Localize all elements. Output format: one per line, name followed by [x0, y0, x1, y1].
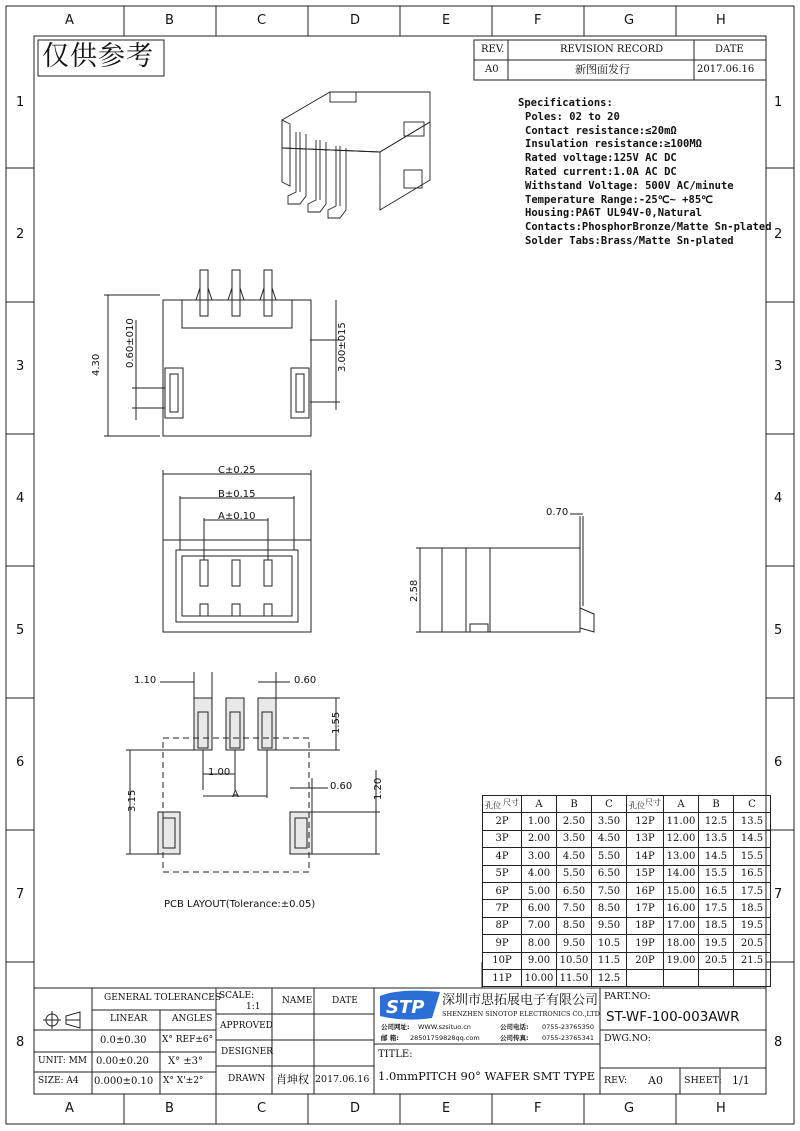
table-cell: 18.5 [734, 900, 771, 917]
table-cell: 15P [627, 865, 664, 882]
rev-value: A0 [485, 64, 499, 75]
row-label-5: 5 [16, 623, 25, 638]
table-cell: 18.00 [664, 935, 699, 952]
rev-header: REV. [481, 44, 505, 55]
table-cell: 11.50 [557, 969, 592, 986]
col-label-b: B [165, 1101, 174, 1116]
table-cell: 20.5 [734, 935, 771, 952]
revision-date: 2017.06.16 [697, 64, 755, 75]
table-cell: 10.50 [557, 952, 592, 969]
col-label-a: A [65, 13, 74, 28]
table-cell: 7.00 [522, 917, 557, 934]
table-cell: 2.00 [522, 830, 557, 847]
reference-only-stamp: 仅供参考 [42, 41, 154, 72]
table-cell: 16.5 [699, 882, 734, 899]
table-cell [664, 969, 699, 986]
part-number-label: PART.NO: [604, 991, 651, 1002]
table-cell: 8.50 [592, 900, 627, 917]
table-cell: 15.5 [734, 848, 771, 865]
table-cell: 11.00 [664, 813, 699, 830]
table-cell: 12P [627, 813, 664, 830]
table-cell: 3.50 [592, 813, 627, 830]
row-label-7: 7 [16, 887, 25, 902]
col-label-g: G [624, 1101, 635, 1116]
specifications [518, 97, 772, 249]
table-row [483, 848, 771, 865]
angle-tolerance-1: X° REF±6° [162, 1035, 214, 1045]
table-cell: 4P [483, 848, 522, 865]
table-cell: 14.5 [699, 848, 734, 865]
designer-label: DESIGNER [221, 1047, 273, 1057]
table-cell: 12.00 [664, 830, 699, 847]
col-label-h: H [716, 1101, 726, 1116]
table-cell: 19P [627, 935, 664, 952]
drawn-date: 2017.06.16 [315, 1074, 370, 1085]
company-logo [380, 991, 440, 1020]
table-cell: 15.5 [699, 865, 734, 882]
table-row [483, 882, 771, 899]
table-cell: 19.5 [699, 935, 734, 952]
table-cell: 12.5 [592, 969, 627, 986]
dim-1-00: 1.00 [208, 767, 231, 778]
drawn-by-name: 肖坤权 [276, 1073, 309, 1086]
sheet-value: 1/1 [732, 1074, 750, 1087]
row-label-8: 8 [774, 1035, 783, 1050]
scale-label: SCALE: [219, 991, 255, 1001]
pcb-layout [126, 672, 380, 872]
row-label-3: 3 [16, 359, 25, 374]
table-cell: 8.50 [557, 917, 592, 934]
table-cell: 14.5 [734, 830, 771, 847]
table-cell: 2.50 [557, 813, 592, 830]
table-header-row [483, 796, 771, 813]
table-cell: 16P [627, 882, 664, 899]
table-cell: 6.00 [522, 900, 557, 917]
spec-poles: Poles: 02 to 20 [525, 110, 620, 123]
table-cell: 17.5 [734, 882, 771, 899]
table-cell: 17P [627, 900, 664, 917]
table-cell: 19.5 [734, 917, 771, 934]
table-cell: 13.00 [664, 848, 699, 865]
table-cell: 5P [483, 865, 522, 882]
table-cell: 10P [483, 952, 522, 969]
name-column-header: NAME [282, 996, 313, 1006]
spec-rated-current: Rated current:1.0A AC DC [525, 165, 677, 178]
spec-title: Specifications: [518, 97, 613, 109]
table-cell: 11.5 [592, 952, 627, 969]
size-label: SIZE: A4 [38, 1076, 79, 1086]
row-label-6: 6 [16, 755, 25, 770]
spec-withstand-voltage: Withstand Voltage: 500V AC/minute [525, 179, 734, 192]
table-cell: 12.5 [699, 813, 734, 830]
col-label-h: H [716, 13, 726, 28]
col-label-d: D [350, 13, 361, 28]
revision-record-header: REVISION RECORD [560, 44, 664, 55]
table-header-b: B [699, 796, 734, 813]
col-label-c: C [257, 13, 267, 28]
table-header-a: A [664, 796, 699, 813]
table-header-c: C [592, 796, 627, 813]
table-header-corner: 尺寸 孔位 [483, 796, 522, 813]
spec-temperature-range: Temperature Range:-25℃~ +85℃ [525, 193, 713, 206]
table-cell: 13P [627, 830, 664, 847]
dim-2-58: 2.58 [409, 579, 420, 602]
table-cell: 3.50 [557, 830, 592, 847]
table-row [483, 830, 771, 847]
linear-label: LINEAR [110, 1014, 148, 1024]
table-cell: 19.00 [664, 952, 699, 969]
dim-0-60-side: 0.60 [330, 781, 353, 792]
revision-description: 新图面发行 [575, 63, 630, 76]
dim-4-30: 4.30 [91, 353, 102, 376]
table-cell: 5.50 [592, 848, 627, 865]
spec-rated-voltage: Rated voltage:125V AC DC [525, 152, 677, 165]
table-cell: 7.50 [592, 882, 627, 899]
row-label-3: 3 [774, 359, 783, 374]
col-label-d: D [350, 1101, 361, 1116]
table-row [483, 813, 771, 830]
dim-b-tol: B±0.15 [218, 489, 256, 500]
scale-value: 1:1 [246, 1002, 261, 1012]
table-row [483, 917, 771, 934]
table-cell: 9P [483, 935, 522, 952]
dim-0-70: 0.70 [546, 507, 569, 518]
drawn-label: DRAWN [228, 1074, 266, 1084]
unit-label: UNIT: MM [38, 1056, 88, 1066]
svg-text:STP: STP [386, 997, 425, 1018]
table-body [483, 813, 771, 987]
table-cell: 5.50 [557, 865, 592, 882]
dim-3-00-tol: 3.00±015 [337, 322, 348, 372]
drawing-number-label: DWG.NO: [604, 1033, 651, 1044]
table-cell [699, 969, 734, 986]
table-cell: 9.00 [522, 952, 557, 969]
revision-label: REV: [604, 1075, 628, 1086]
table-row [483, 969, 771, 986]
dim-a-tol: A±0.10 [218, 511, 256, 522]
col-label-e: E [442, 13, 451, 28]
table-cell: 10.00 [522, 969, 557, 986]
linear-tolerance-1: 0.0±0.30 [100, 1035, 147, 1046]
row-label-2: 2 [774, 227, 783, 242]
website-label: 公司网址: [381, 1023, 410, 1031]
table-row [483, 865, 771, 882]
table-cell: 3.00 [522, 848, 557, 865]
side-view [416, 514, 594, 632]
projection-symbol [43, 1011, 80, 1029]
company-name-en: SHENZHEN SINOTOP ELECTRONICS CO.,LTD [442, 1010, 600, 1018]
table-cell: 3P [483, 830, 522, 847]
table-cell: 16.5 [734, 865, 771, 882]
table-row [483, 952, 771, 969]
row-label-1: 1 [16, 95, 25, 110]
col-label-c: C [257, 1101, 267, 1116]
table-cell: 14.00 [664, 865, 699, 882]
angles-label: ANGLES [172, 1014, 213, 1024]
top-view [104, 270, 340, 436]
angle-tolerance-3: X° X'±2° [163, 1076, 204, 1086]
table-row [483, 935, 771, 952]
linear-tolerance-3: 0.000±0.10 [94, 1076, 154, 1087]
table-cell: 7.50 [557, 900, 592, 917]
spec-insulation-resistance: Insulation resistance:≥100MΩ [525, 138, 703, 151]
table-cell: 5.00 [522, 882, 557, 899]
table-cell: 17.5 [699, 900, 734, 917]
table-cell: 8.00 [522, 935, 557, 952]
table-cell: 13.5 [699, 830, 734, 847]
dim-c-tol: C±0.25 [218, 465, 256, 476]
dim-0-60-tol: 0.60±010 [125, 318, 136, 368]
col-label-b: B [165, 13, 174, 28]
general-tolerances-label: GENERAL TOLERANCES [104, 993, 222, 1003]
part-number: ST-WF-100-003AWR [606, 1009, 740, 1025]
table-cell [734, 969, 771, 986]
table-cell: 13.5 [734, 813, 771, 830]
col-label-g: G [624, 13, 635, 28]
dim-1-10: 1.10 [134, 675, 157, 686]
dim-1-20: 1.20 [373, 777, 384, 800]
dim-3-15: 3.15 [127, 789, 138, 812]
row-label-4: 4 [16, 491, 25, 506]
table-cell: 8P [483, 917, 522, 934]
dim-a: A [232, 789, 239, 800]
email-value: 28501759828qq.com [410, 1034, 480, 1042]
table-cell: 20P [627, 952, 664, 969]
title-label: TITLE: [378, 1049, 413, 1060]
isometric-view [282, 92, 430, 218]
table-cell: 6P [483, 882, 522, 899]
table-header-c: C [734, 796, 771, 813]
pole-dimension-table [482, 795, 771, 987]
fax-label: 公司传真: [500, 1034, 529, 1042]
spec-contacts: Contacts:PhosphorBronze/Matte Sn-plated [525, 221, 772, 234]
table-cell: 11P [483, 969, 522, 986]
table-cell: 6.50 [557, 882, 592, 899]
col-label-f: F [534, 13, 542, 28]
table-cell: 6.50 [592, 865, 627, 882]
table-header-corner: 尺寸 孔位 [627, 796, 664, 813]
date-header: DATE [715, 44, 744, 55]
pcb-layout-note: PCB LAYOUT(Tolerance:±0.05) [164, 899, 316, 910]
table-header-b: B [557, 796, 592, 813]
table-cell: 9.50 [592, 917, 627, 934]
table-cell: 2P [483, 813, 522, 830]
table-cell: 10.5 [592, 935, 627, 952]
table-row [483, 900, 771, 917]
table-cell: 1.00 [522, 813, 557, 830]
table-cell: 9.50 [557, 935, 592, 952]
table-cell: 16.00 [664, 900, 699, 917]
table-header-a: A [522, 796, 557, 813]
row-label-8: 8 [16, 1035, 25, 1050]
row-label-1: 1 [774, 95, 783, 110]
dim-1-55: 1.55 [331, 711, 342, 734]
angle-tolerance-2: X° ±3° [168, 1056, 204, 1067]
website-value: WWW.szsituo.cn [418, 1023, 471, 1031]
email-label: 邮 箱: [381, 1034, 399, 1042]
table-cell: 4.50 [557, 848, 592, 865]
row-label-4: 4 [774, 491, 783, 506]
dim-0-60-top: 0.60 [294, 675, 317, 686]
phone-label: 公司电话: [500, 1023, 529, 1031]
sheet-label: SHEET: [684, 1075, 722, 1086]
spec-housing: Housing:PA6T UL94V-0,Natural [525, 207, 703, 220]
spec-solder-tabs: Solder Tabs:Brass/Matte Sn-plated [525, 234, 734, 247]
company-name-cn: 深圳市思拓展电子有限公司 [442, 993, 599, 1008]
spec-contact-resistance: Contact resistance:≤20mΩ [525, 124, 677, 137]
approved-label: APPROVED [220, 1021, 273, 1031]
table-cell: 17.00 [664, 917, 699, 934]
row-label-6: 6 [774, 755, 783, 770]
row-label-7: 7 [774, 887, 783, 902]
table-cell: 20.5 [699, 952, 734, 969]
table-cell: 4.50 [592, 830, 627, 847]
table-cell: 4.00 [522, 865, 557, 882]
linear-tolerance-2: 0.00±0.20 [96, 1056, 149, 1067]
date-column-header: DATE [332, 996, 358, 1006]
col-label-a: A [65, 1101, 74, 1116]
table-cell: 7P [483, 900, 522, 917]
fax-value: 0755-23765341 [542, 1034, 594, 1042]
col-label-e: E [442, 1101, 451, 1116]
col-label-f: F [534, 1101, 542, 1116]
drawing-title: 1.0mmPITCH 90° WAFER SMT TYPE [378, 1069, 596, 1083]
phone-value: 0755-23765350 [542, 1023, 594, 1031]
table-cell [627, 969, 664, 986]
table-cell: 14P [627, 848, 664, 865]
revision-value: A0 [648, 1074, 663, 1087]
table-cell: 15.00 [664, 882, 699, 899]
table-cell: 18P [627, 917, 664, 934]
table-cell: 18.5 [699, 917, 734, 934]
table-cell: 21.5 [734, 952, 771, 969]
row-label-2: 2 [16, 227, 25, 242]
row-label-5: 5 [774, 623, 783, 638]
